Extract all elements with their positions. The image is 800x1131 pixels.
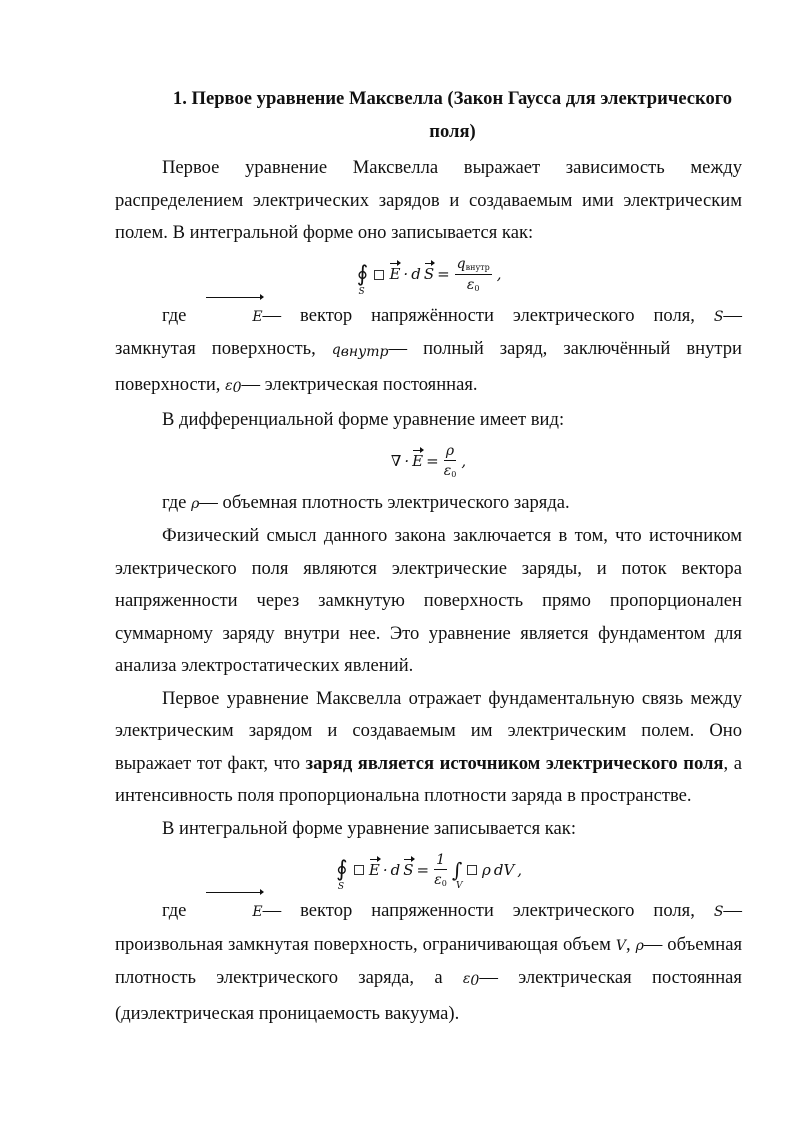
epsilon-subscript: 0 <box>451 470 457 479</box>
inline-vector-e: E <box>205 896 262 929</box>
paragraph-physical-meaning: Физический смысл данного закона заключается в том, что источником электрического поля являются электрические заряды, и поток вектора напряженности через замкнутую поверхность прямо пропорционален суммарному заряду внутри нее. Это уравнение является фундаментом для анализа электростатических явлений. <box>115 525 742 676</box>
vector-s: S <box>423 265 435 283</box>
epsilon: ε <box>443 463 452 479</box>
vector-e: E <box>389 265 401 283</box>
bold-emphasis: заряд является источником электрического поля <box>305 752 724 774</box>
dot-operator: · <box>403 265 409 283</box>
numerator-one: 1 <box>436 851 446 868</box>
formula-comma: , <box>461 452 467 470</box>
inline-rho: ρ <box>191 495 200 512</box>
paragraph-intro: Первое уравнение Максвелла выражает зависимость между распределением электрических зарядов и создаваемым ими электрическим полем. В интегральной форме оно записывается как: <box>115 157 742 243</box>
nabla-operator: ∇ <box>390 452 402 470</box>
vector-e: E <box>412 452 424 470</box>
rho: ρ <box>445 443 455 459</box>
formula-gauss-integral-volume <box>115 845 742 895</box>
inline-epsilon: ε <box>462 971 471 987</box>
paragraph-definitions-1: где E— вектор напряжённости электрического поля, S— замкнутая поверхность, qвнутр— полный заряд, заключённый внутри поверхности, ε0— электрическая постоянная. <box>115 300 742 405</box>
inline-epsilon-subscript: 0 <box>470 973 480 989</box>
formula-comma: , <box>496 265 502 283</box>
paragraph-rho-definition: где ρ— объемная плотность электрического заряда. <box>162 491 570 513</box>
differential-d: d <box>390 860 401 879</box>
placeholder-box-icon <box>354 865 364 875</box>
inline-s: S <box>713 904 724 920</box>
contour-integral-symbol: ∮ S <box>356 261 369 297</box>
inline-s: S <box>713 308 724 325</box>
differential-d: d <box>411 265 421 283</box>
inline-epsilon-subscript: 0 <box>232 379 242 396</box>
formula-gauss-integral <box>115 250 742 300</box>
dot-operator: · <box>382 860 388 879</box>
volume-integral-symbol: ∫ V <box>452 858 463 891</box>
placeholder-box-icon <box>374 270 384 280</box>
fraction <box>455 257 492 293</box>
inline-v: V <box>615 937 626 954</box>
inline-epsilon: ε <box>225 377 233 394</box>
document-page <box>115 82 742 1030</box>
paragraph-differential-intro: В дифференциальной форме уравнение имеет вид: <box>162 409 565 430</box>
contour-integral-symbol: ∮ S <box>336 857 348 892</box>
paragraph-integral-intro: В интегральной форме уравнение записывается как: <box>162 817 576 839</box>
fraction <box>444 444 457 479</box>
epsilon: ε <box>434 871 442 888</box>
vector-s: S <box>403 860 414 879</box>
section-title <box>115 82 742 148</box>
vector-e: E <box>368 860 380 879</box>
equals-sign: = <box>437 265 450 283</box>
formula-comma: , <box>517 860 523 879</box>
epsilon: ε <box>466 276 475 293</box>
section-title-line-1: 1. Первое уравнение Максвелла (Закон Гаусса для электрического <box>172 88 733 109</box>
paragraph-fundamental-link: Первое уравнение Максвелла отражает фундаментальную связь между электрическим зарядом и создаваемым им электрическим полем. Оно выражает тот факт, что заряд является источником электрического поля, а интенсивность поля пропорциональна плотности заряда в пространстве. <box>115 687 742 806</box>
epsilon-subscript: 0 <box>441 878 447 888</box>
epsilon-subscript: 0 <box>474 283 480 293</box>
differential-dv: dV <box>493 860 515 879</box>
formula-gauss-differential <box>115 437 742 487</box>
placeholder-box-icon <box>467 865 477 875</box>
inline-rho: ρ <box>635 937 644 954</box>
inline-q: q <box>331 342 341 358</box>
rho: ρ <box>482 860 491 879</box>
section-title-line-2: поля) <box>429 121 476 142</box>
fraction <box>434 853 447 888</box>
equals-sign: = <box>416 860 430 879</box>
paragraph-definitions-2: где E— вектор напряженности электрического поля, S— произвольная замкнутая поверхность, ограничивающая объем V, ρ— объемная плотность электрического заряда, а ε0— электрическая постоянная (диэлектрическая проницаемость вакуума). <box>115 895 742 1030</box>
inline-q-subscript: внутр <box>340 344 389 360</box>
charge-subscript: внутр <box>465 262 490 272</box>
charge-q: q <box>456 255 466 272</box>
inline-vector-e: E <box>205 301 262 334</box>
dot-operator: · <box>404 452 410 470</box>
equals-sign: = <box>426 452 439 470</box>
